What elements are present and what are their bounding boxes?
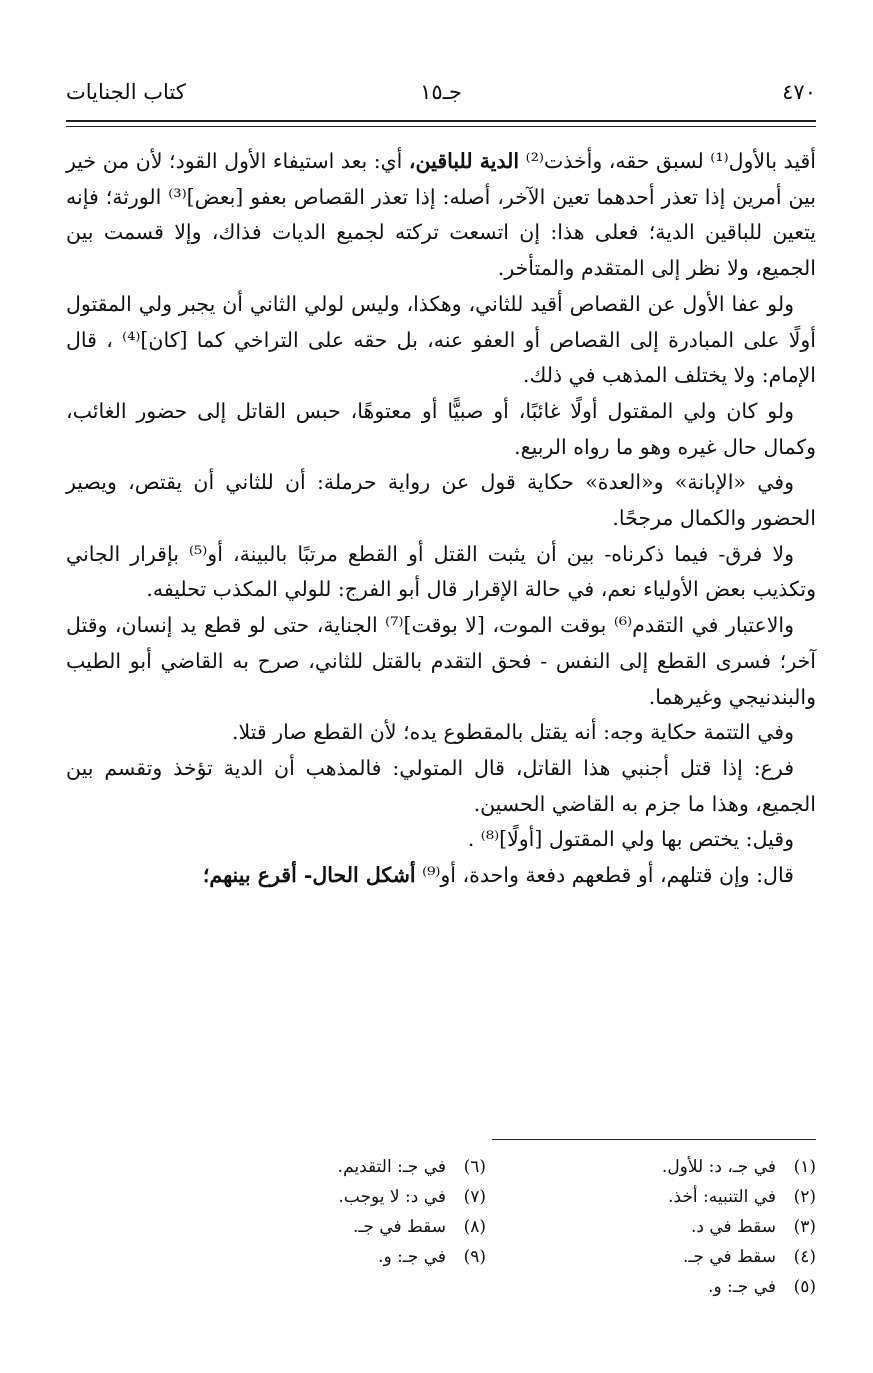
footnote [526, 1272, 816, 1302]
footnote-text: في د: لا يوجب. [338, 1187, 446, 1207]
footnote-number: (٦) [463, 1157, 486, 1177]
footnote [196, 1152, 486, 1182]
text-segment: ولو كان ولي المقتول أولًا غائبًا، أو صبيًّا أو معتوهًا، حبس القاتل إلى حضور الغائب، وكمال حال غيره وهو ما رواه الربيع. [66, 398, 816, 459]
text-segment: فرع: إذا قتل أجنبي هذا القاتل، قال المتولي: فالمذهب أن الدية تؤخذ وتقسم بين الجميع، وهذا ما جزم به القاضي الحسين. [66, 755, 816, 816]
text-segment: ولو عفا الأول عن القصاص أقيد للثاني، وهكذا، وليس لولي الثاني أن يجبر ولي المقتول أولًا على المبادرة إلى القصاص أو العفو عنه، بل حقه على التراخي كما [كان]⁽⁴⁾ ، قال الإمام: ولا يختلف المذهب في ذلك. [66, 291, 817, 388]
book-title: كتاب الجنايات [66, 80, 186, 104]
footnote-text: سقط في جـ. [683, 1247, 776, 1267]
paragraph [66, 394, 816, 465]
text-segment: قال: وإن قتلهم، أو قطعهم دفعة واحدة، أو⁽⁹⁾ [415, 863, 794, 888]
footnote-text: سقط في جـ. [353, 1217, 446, 1237]
footnote [526, 1242, 816, 1272]
footnote [526, 1152, 816, 1182]
paragraph [66, 465, 816, 536]
footnote [526, 1182, 816, 1212]
text-segment: أي: بعد استيفاء الأول القود؛ لأن من خير بين أمرين إذا تعذر أحدهما تعين الآخر، أصله: إذا تعذر القصاص بعفو [بعض]⁽³⁾ الورثة؛ فإنه يتعين للباقين الدية؛ فعلى هذا: إن اتسعت تركته لجميع الديات فذاك، وإلا قسمت بين الجميع، ولا نظر إلى المتقدم والمتأخر. [66, 149, 816, 281]
footnote-separator [492, 1139, 816, 1140]
text-segment: وفي التتمة حكاية وجه: أنه يقتل بالمقطوع يده؛ لأن القطع صار قتلا. [231, 720, 794, 745]
footnote-number: (٢) [793, 1187, 816, 1207]
running-header [66, 80, 816, 120]
footnote-number: (١) [793, 1157, 816, 1177]
text-segment: ولا فرق- فيما ذكرناه- بين أن يثبت القتل أو القطع مرتبًا بالبينة، أو⁽⁵⁾ بإقرار الجاني وتكذيب بعض الأولياء نعم، في حالة الإقرار قال أبو الفرج: للولي المكذب تحليفه. [66, 541, 816, 602]
paragraph [66, 608, 816, 715]
main-text [66, 144, 816, 894]
footnotes-right-column [526, 1152, 816, 1302]
footnote-text: في جـ: و. [708, 1277, 776, 1297]
text-segment: أقيد بالأول⁽¹⁾ لسبق حقه، وأخذت⁽²⁾ [519, 149, 816, 173]
footnotes-left-column [196, 1152, 486, 1272]
page-number: ٤٧٠ [782, 80, 816, 104]
paragraph [66, 822, 816, 858]
text-segment: وقيل: يختص بها ولي المقتول [أولًا]⁽⁸⁾ . [467, 827, 794, 852]
footnote [196, 1182, 486, 1212]
paragraph [66, 287, 816, 394]
header-rule-thick [66, 120, 816, 122]
footnote-number: (٩) [463, 1247, 486, 1267]
bold-text: الدية للباقين، [408, 149, 520, 173]
paragraph [66, 858, 816, 894]
volume-label: جـ١٥ [420, 80, 462, 104]
footnote-number: (٣) [793, 1217, 816, 1237]
footnote [196, 1242, 486, 1272]
bold-text: أشكل الحال- أقرع بينهم؛ [202, 863, 416, 888]
header-rule-thin [66, 126, 816, 127]
paragraph [66, 715, 816, 751]
text-segment: وفي «الإبانة» و«العدة» حكاية قول عن رواية حرملة: أن للثاني أن يقتص، ويصير الحضور والكمال مرجحًا. [66, 470, 816, 531]
footnote-number: (٤) [793, 1247, 816, 1267]
paragraph [66, 144, 816, 287]
footnote-number: (٥) [793, 1277, 816, 1297]
footnote-text: في جـ: و. [378, 1247, 446, 1267]
footnote-text: في التنبيه: أخذ. [668, 1187, 776, 1207]
footnote-text: في جـ، د: للأول. [661, 1157, 776, 1177]
paragraph [66, 751, 816, 822]
text-segment: والاعتبار في التقدم⁽⁶⁾ بوقت الموت، [لا بوقت]⁽⁷⁾ الجناية، حتى لو قطع يد إنسان، وقتل آخر؛ فسرى القطع إلى النفس - فحق التقدم بالقتل للثاني، صرح به القاضي أبو الطيب والبندنيجي وغيرهما. [66, 613, 816, 709]
footnote-number: (٧) [463, 1187, 486, 1207]
footnote [526, 1212, 816, 1242]
footnote-text: في جـ: التقديم. [337, 1157, 446, 1177]
footnote-text: سقط في د. [690, 1217, 776, 1237]
footnote-number: (٨) [463, 1217, 486, 1237]
paragraph [66, 537, 816, 608]
footnote [196, 1212, 486, 1242]
